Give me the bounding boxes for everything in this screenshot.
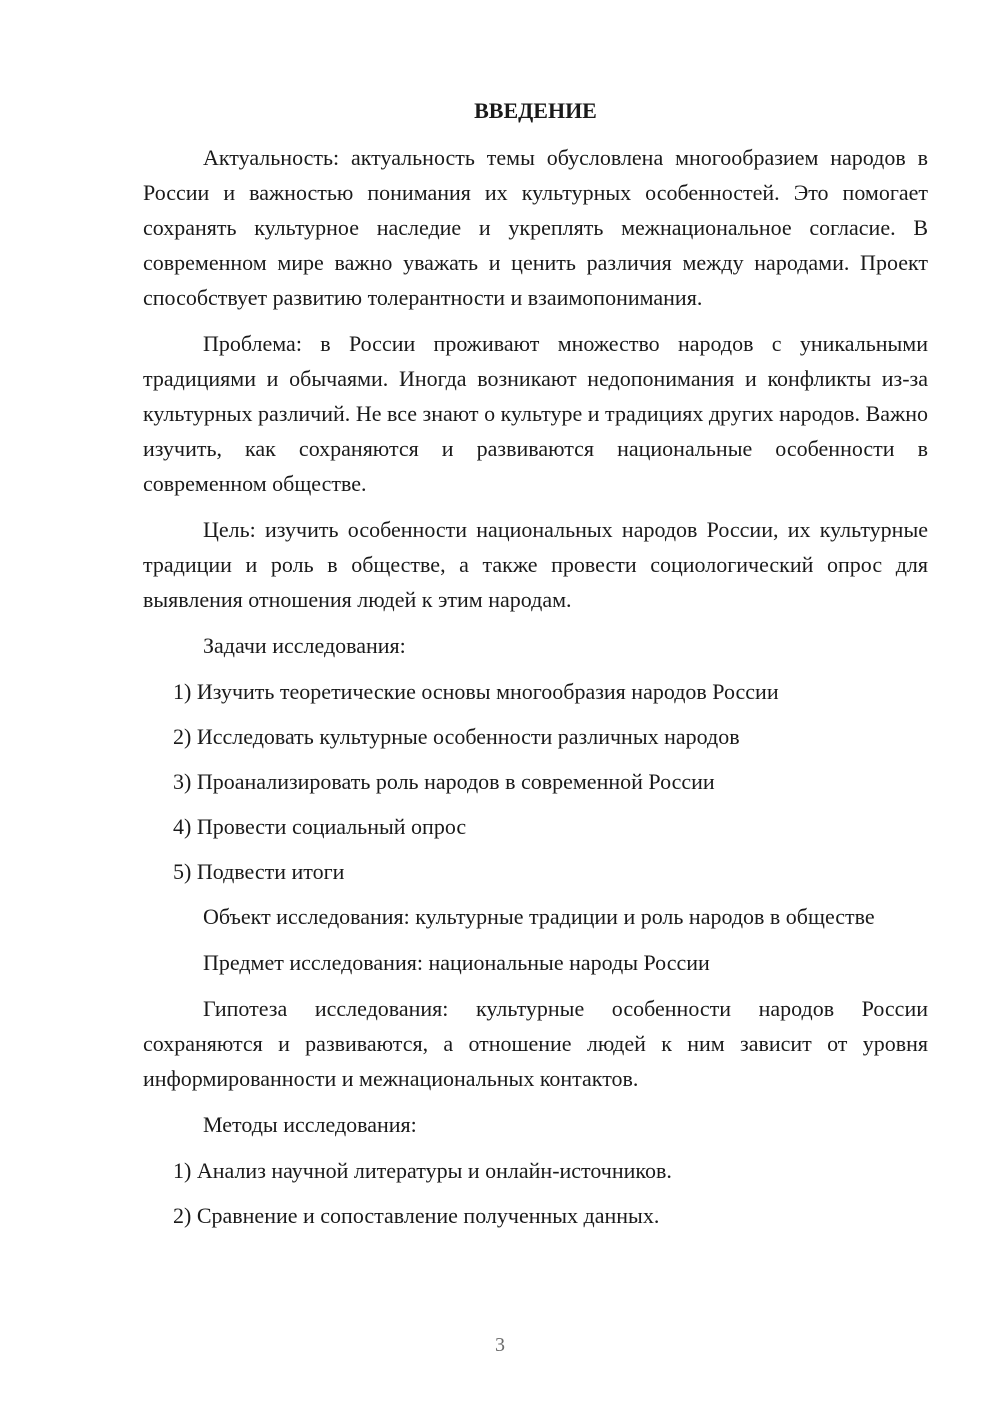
list-item: 1) Изучить теоретические основы многообразия народов России — [173, 679, 779, 704]
object-paragraph: Объект исследования: культурные традиции и роль народов в обществе — [203, 904, 875, 929]
page-title: ВВЕДЕНИЕ — [474, 98, 597, 123]
relevance-paragraph: Актуальность: актуальность темы обусловлена многообразием народов в России и важностью понимания их культурных особенностей. Это помогает сохранять культурное наследие и укреплять межнациональное согласие. В современном мире важно уважать и ценить различия между народами. Проект способствует развитию толерантности и взаимопонимания. — [143, 145, 928, 310]
list-item: 3) Проанализировать роль народов в современной России — [173, 769, 715, 794]
subject-paragraph: Предмет исследования: национальные народы России — [203, 950, 710, 975]
page-number: 3 — [495, 1334, 505, 1356]
list-item: 4) Провести социальный опрос — [173, 814, 467, 839]
problem-paragraph: Проблема: в России проживают множество народов с уникальными традициями и обычаями. Иногда возникают недопонимания и конфликты из-за культурных различий. Не все знают о культуре и традициях других народов. Важно изучить, как сохраняются и развиваются национальные особенности в современном обществе. — [143, 331, 928, 496]
tasks-title: Задачи исследования: — [203, 633, 406, 658]
hypothesis-paragraph: Гипотеза исследования: культурные особенности народов России сохраняются и развиваются, а отношение людей к ним зависит от уровня информированности и межнациональных контактов. — [143, 996, 928, 1091]
list-item: 2) Исследовать культурные особенности различных народов — [173, 724, 740, 749]
goal-paragraph: Цель: изучить особенности национальных народов России, их культурные традиции и роль в обществе, а также провести социологический опрос для выявления отношения людей к этим народам. — [143, 517, 928, 612]
tasks-list — [143, 674, 928, 889]
methods-list — [143, 1153, 928, 1233]
list-item: 1) Анализ научной литературы и онлайн-источников. — [173, 1158, 672, 1183]
methods-title: Методы исследования: — [203, 1112, 417, 1137]
list-item: 2) Сравнение и сопоставление полученных данных. — [173, 1203, 660, 1228]
list-item: 5) Подвести итоги — [173, 859, 345, 884]
document-page — [143, 96, 928, 1243]
